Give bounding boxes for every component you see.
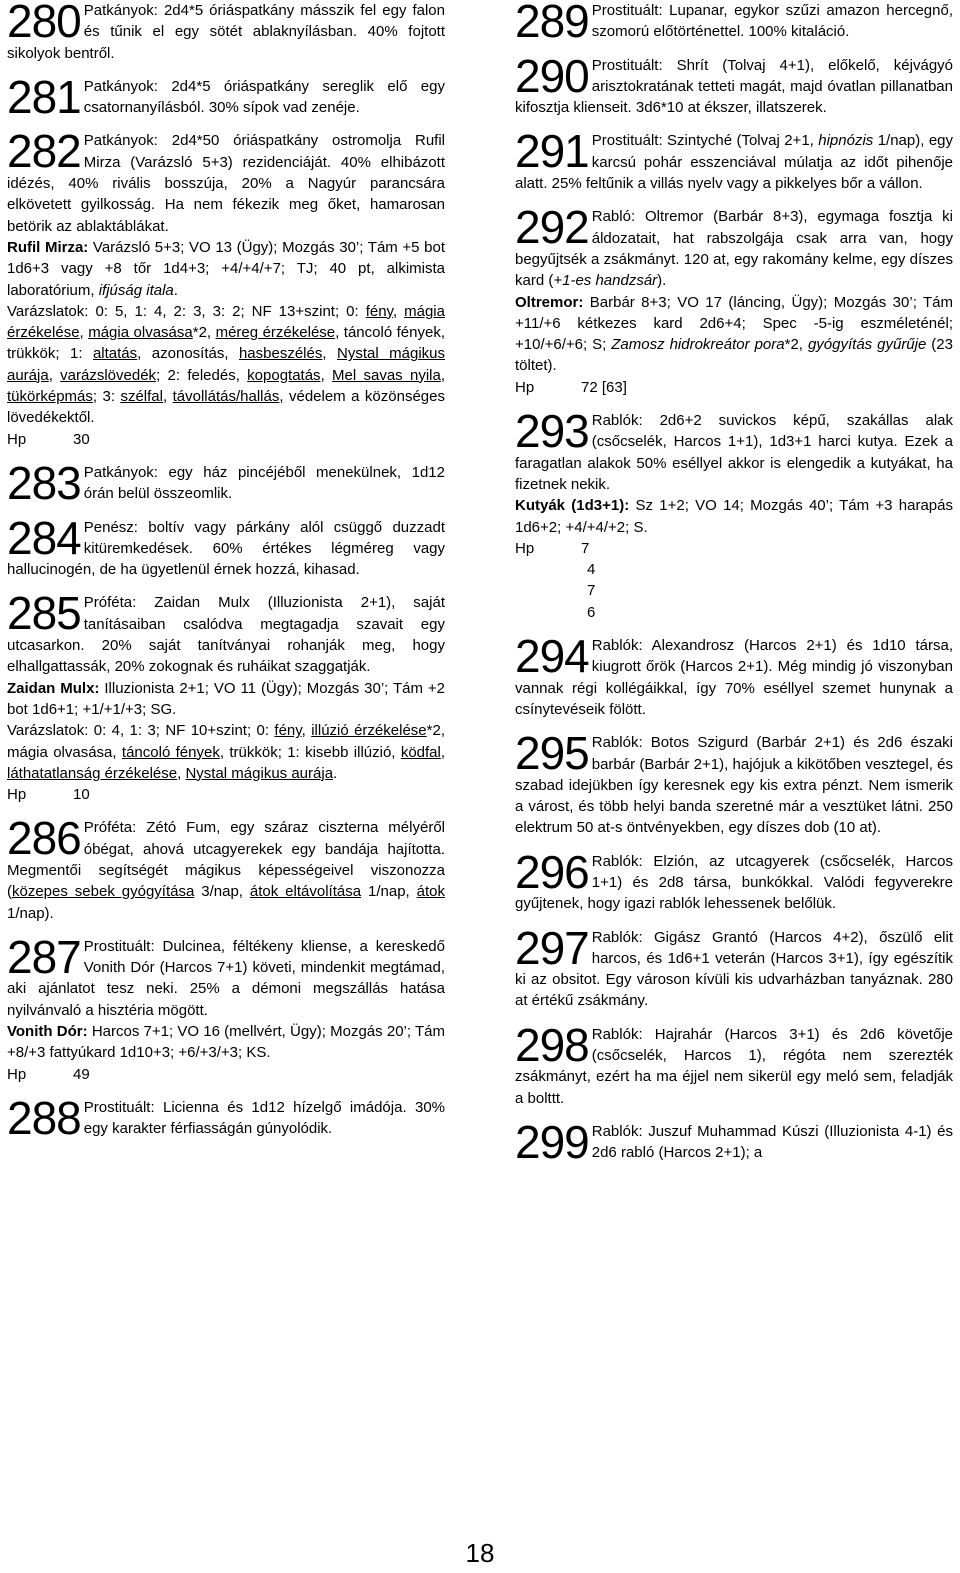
- entry-text: Rablók: 2d6+2 suvickos képű, szakállas alak (csőcselék, Harcos 1+1), 1d3+1 harci kutya. Ezek a faragatlan alakok 50% eséllyel akkor is elengedik a kutyákat, ha fizetnek nekik.: [515, 412, 953, 493]
- spell-link[interactable]: tükörképmás: [7, 388, 93, 406]
- entry-281: [7, 70, 445, 123]
- item-name: +1-es handzsár: [553, 272, 658, 290]
- hp-label: Hp: [7, 430, 27, 448]
- entry-number: 294: [515, 630, 589, 683]
- entry-number: 283: [7, 456, 81, 509]
- entry-text: Patkányok: 2d4*5 óriáspatkány sereglik elő egy csatornanyílásból. 30% sípok vad zenéje.: [83, 77, 445, 117]
- entry-288: [7, 1091, 445, 1144]
- right-column: [515, 0, 953, 1176]
- spell-link[interactable]: szélfal: [120, 388, 163, 406]
- entry-286: [7, 812, 445, 923]
- entry-text: Patkányok: egy ház pincéjéből menekülnek, 1d12 órán belül összeomlik.: [83, 463, 445, 503]
- entry-292: [515, 201, 953, 398]
- hp-label: Hp: [515, 378, 535, 396]
- entry-number: 281: [7, 70, 81, 123]
- entry-280: [7, 0, 445, 64]
- entry-296: [515, 845, 953, 915]
- entry-297: [515, 921, 953, 1012]
- entry-number: 285: [7, 587, 81, 640]
- spell-link[interactable]: kopogtatás: [247, 366, 321, 384]
- entry-295: [515, 727, 953, 838]
- hp-value: 4: [587, 561, 596, 579]
- hit-points: [7, 1064, 445, 1085]
- entry-number: 298: [515, 1018, 589, 1071]
- entry-number: 282: [7, 125, 81, 178]
- spell-list: Varázslatok: 0: 4, 1: 3; NF 10+szint; 0: fény, illúzió érzékelése*2, mágia olvasása, táncoló fények, trükkök; 1: kisebb illúzió, ködfal, láthatatlanság érzékelése, Nystal mágikus aurája.: [7, 722, 446, 782]
- entry-291: [515, 125, 953, 194]
- spell-text: .: [333, 764, 338, 782]
- spell-link[interactable]: távollátás/hallás: [172, 388, 280, 406]
- hp-value: 7: [587, 582, 596, 600]
- entry-text: Prostituált: Lupanar, egykor szűzi amazon hercegnő, szomorú előtörténettel. 100% kitaláció.: [591, 2, 953, 41]
- stat-name: Kutyák (1d3+1):: [515, 497, 630, 515]
- spell-text: ; 2: feledés,: [156, 366, 248, 384]
- entry-text-part: Rabló: Oltremor (Barbár 8+3), egymaga fosztja ki áldozatait, hat rabszolgája csak arra van, hogy begyűjtsék a zsákmányt. 120 at, egy rakomány kelme, egy díszes kard (: [515, 208, 953, 290]
- entry-number: 280: [7, 0, 81, 47]
- stat-text: Harcos 7+1; VO 16 (mellvért, Ügy); Mozgás 20’; Tám +8/+3 fattyúkard 1d10+3; +6/+3/+3; KS.: [7, 1023, 445, 1062]
- entry-text-part: Prostituált: Szintyché (Tolvaj 2+1,: [591, 132, 819, 150]
- entry-number: 299: [515, 1115, 589, 1168]
- entry-text: Rablók: Juszuf Muhammad Kúszi (Illuzionista 4-1) és 2d6 rabló (Harcos 2+1); a: [591, 1122, 953, 1162]
- hit-points: [7, 429, 445, 450]
- spell-link[interactable]: varázslövedék: [60, 366, 157, 384]
- spell-link[interactable]: hasbeszélés: [238, 345, 323, 363]
- hp-value: 10: [73, 786, 90, 804]
- spell-list: Varázslatok: 0: 5, 1: 4, 2: 3, 3: 2; NF 13+szint; 0: fény, mágia érzékelése, mágia olvasása*2, méreg érzékelése, táncoló fények, trükkök; 1: altatás, azonosítás, hasbeszélés, Nystal mágikus aurája, varázslövedék; 2: feledés, kopogtatás, Mel savas nyila, tükörképmás; 3: szélfal, távollátás/hallás, védelem a közönséges lövedékektől.: [7, 302, 446, 427]
- hp-value: 30: [73, 430, 90, 448]
- hp-value: 49: [73, 1065, 90, 1083]
- entry-number: 286: [7, 812, 81, 865]
- stat-text: *2,: [784, 336, 808, 354]
- hp-value: 72 [63]: [581, 378, 627, 396]
- left-column: [7, 0, 445, 1152]
- item-name: Zamosz hidrokreátor pora: [611, 336, 785, 354]
- entry-text-part: 1/nap), egy karcsú pohár esszenciával múlatja az időt pihenője alatt. 25% feltűnik a villás nyelv vagy a pikkelyes bőr a vállon.: [515, 132, 953, 193]
- entry-number: 289: [515, 0, 589, 47]
- spell-link[interactable]: fény: [365, 302, 393, 320]
- entry-text: Próféta: Zaidan Mulx (Illuzionista 2+1), saját tanításaiban csalódva megtagadja szavait egy utcasarkon. 20% saját tanítványai rohanják meg, hogy elhallgattassák, 20% zokognak és ruháikat szaggatják.: [7, 594, 445, 676]
- entry-293: [515, 405, 953, 623]
- hp-label: Hp: [7, 786, 27, 804]
- entry-text-part: Próféta: Zétó Fum, egy száraz ciszterna mélyéről óbégat, ahová utcagyerekek egy bandája hajította. Megmentői segítségét mágikus képességeivel viszonozza (: [7, 819, 445, 901]
- entry-text-part: 1/nap,: [361, 883, 417, 901]
- spell-text: , táncoló fények, trükkök; 1:: [7, 324, 446, 363]
- spell-link[interactable]: átok eltávolítása: [249, 883, 362, 901]
- entry-number: 284: [7, 511, 81, 564]
- entry-285: [7, 587, 446, 805]
- spell-link[interactable]: ködfal: [400, 743, 441, 761]
- hp-label: Hp: [515, 539, 535, 557]
- stat-block: [515, 292, 953, 377]
- entry-text: Rablók: Gigász Grantó (Harcos 4+2), őszülő elit harcos, és 1d6+1 veterán (Harcos 3+1), így egészítik ki az obsitot. Egy városon kívüli kis udvarházban tanyáznak. 280 at értékű zsákmány.: [515, 928, 953, 1010]
- entry-text: Prostituált: Dulcinea, féltékeny kliense, a kereskedő Vonith Dór (Harcos 7+1) követi, mindenkit megtámad, aki ajánlatot tesz neki. 25% a démoni megszállás hatása nyilvánvaló a hisztéria mögött.: [7, 937, 445, 1019]
- spell-link[interactable]: láthatatlanság érzékelése: [7, 764, 178, 782]
- entry-text: Patkányok: 2d4*50 óriáspatkány ostromolja Rufil Mirza (Varázsló 5+3) rezidenciáját. 40% elhibázott idézés, 40% rivális bosszúja, 20% a Nagyúr parancsára elkövetett gyilkosság. Ha nem fékezik meg őket, hamarosan betörik az ablaktáblákat.: [7, 132, 445, 235]
- hp-value: 6: [587, 603, 596, 621]
- stat-block: [7, 1021, 445, 1064]
- spell-link[interactable]: mágia olvasása: [88, 324, 193, 342]
- stat-text: Varázsló 5+3; VO 13 (Ügy); Mozgás 30’; Tám +5 bot 1d6+3 vagy +8 tőr 1d4+3; +4/+4/+7; TJ; 40 pt, alkimista laboratórium,: [7, 238, 445, 299]
- spell-text: , trükkök; 1: kisebb illúzió,: [219, 743, 401, 761]
- spell-link[interactable]: méreg érzékelése: [215, 324, 336, 342]
- hp-value: 7: [581, 539, 590, 557]
- spell-intro: Varázslatok: 0: 5, 1: 4, 2: 3, 3: 2; NF 13+szint; 0:: [7, 302, 366, 320]
- entry-298: [515, 1018, 953, 1109]
- entry-text: Penész: boltív vagy párkány alól csüggő duzzadt kitüremkedések. 60% értékes légméreg vagy hallucinogén, de ha ügyetlenül érnek hozzá, kihasad.: [7, 518, 445, 579]
- entry-299: [515, 1115, 953, 1168]
- entry-number: 290: [515, 49, 589, 102]
- stat-block: [515, 495, 953, 538]
- spell-link[interactable]: közepes sebek gyógyítása: [12, 883, 195, 901]
- entry-number: 296: [515, 845, 589, 898]
- entry-text: Rablók: Elzión, az utcagyerek (csőcselék, Harcos 1+1) és 2d8 társa, bunkókkal. Valódi fegyverekre gyűjtenek, hogy igazi rablók lehessenek belőlük.: [515, 852, 953, 913]
- stat-name: Rufil Mirza:: [7, 238, 89, 256]
- stat-text: Barbár 8+3; VO 17 (láncing, Ügy); Mozgás 30’; Tám +11/+6 kétkezes kard 2d6+4; Spec -5-ig eszméleténél; +10/+6/+6; S;: [515, 293, 953, 354]
- entry-text: Patkányok: 2d4*5 óriáspatkány másszik fel egy falon és tűnik el egy sötét ablaknyílásban. 40% fojtott sikolyok bentről.: [7, 2, 445, 62]
- entry-number: 297: [515, 921, 589, 974]
- entry-number: 295: [515, 727, 589, 780]
- stat-name: Oltremor:: [515, 293, 584, 311]
- hp-label: Hp: [7, 1065, 27, 1083]
- spell-text: *2, mágia olvasása,: [7, 722, 445, 761]
- page-number: 18: [465, 1538, 495, 1568]
- stat-block: [7, 678, 445, 721]
- spell-link[interactable]: Nystal mágikus aurája: [185, 764, 334, 782]
- spell-text: , védelem a közönséges lövedékektől.: [7, 388, 445, 427]
- stat-item: ifjúság itala: [98, 281, 174, 299]
- stat-text: Sz 1+2; VO 14; Mozgás 40’; Tám +3 harapás 1d6+2; +4/+4/+2; S.: [515, 497, 953, 536]
- entry-283: [7, 456, 445, 509]
- entry-number: 292: [515, 201, 589, 254]
- stat-text: (23 töltet).: [515, 336, 953, 375]
- spell-link[interactable]: mágia érzékelése: [7, 302, 445, 342]
- spell-intro: Varázslatok: 0: 4, 1: 3; NF 10+szint; 0:: [7, 722, 275, 740]
- entry-287: [7, 930, 445, 1085]
- entry-289: [515, 0, 953, 47]
- hit-points: [7, 784, 445, 805]
- entry-text: Rablók: Hajrahár (Harcos 3+1) és 2d6 követője (csőcselék, Harcos 1), régóta nem szerezték zsákmányt, ezért ha ma éjjel nem sikerül egy meló sem, feladják a bolttt.: [515, 1025, 953, 1107]
- item-name: gyógyítás gyűrűje: [807, 336, 927, 354]
- stat-name: Vonith Dór:: [7, 1023, 88, 1041]
- stat-block: [7, 237, 445, 301]
- entry-text: Rablók: Alexandrosz (Harcos 2+1) és 1d10 társa, kiugrott őrök (Harcos 2+1). Még mindig jó viszonyban vannak régi kollégáikkal, így 70% eséllyel szemet hunynak a csínytevéseik fölött.: [515, 637, 953, 718]
- spell-text: ; 3:: [92, 388, 121, 406]
- spell-link[interactable]: táncoló fények: [121, 743, 220, 761]
- spell-link[interactable]: altatás: [92, 345, 138, 363]
- spell-link[interactable]: Mel savas nyila: [332, 366, 441, 384]
- entry-number: 293: [515, 405, 589, 458]
- entry-290: [515, 49, 953, 119]
- entry-text: Rablók: Botos Szigurd (Barbár 2+1) és 2d6 északi barbár (Barbár 2+1), hajójuk a kikötőben vesztegel, és szabad idejükben így keresnek egy kis extra pénzt. Nem ismerik a várost, és több helyi banda szeretné már a vesztüket látni. 250 elektrum 50 at-s öntvényekben, egy díszes dob (10 at).: [515, 734, 953, 837]
- entry-number: 291: [515, 125, 589, 178]
- spell-text: , azonosítás,: [137, 345, 239, 363]
- spell-link[interactable]: Nystal mágikus aurája: [7, 345, 445, 384]
- entry-text: Prostituált: Licienna és 1d12 hízelgő imádója. 30% egy karakter férfiasságán gúnyolódik.: [83, 1098, 445, 1138]
- entry-text-part: ).: [657, 272, 667, 290]
- entry-text-part: 1/nap).: [7, 904, 54, 922]
- entry-text-part: 3/nap,: [194, 883, 250, 901]
- entry-284: [7, 511, 445, 581]
- hit-points: [515, 538, 953, 559]
- spell-link[interactable]: illúzió érzékelése: [311, 722, 427, 740]
- stat-end: .: [173, 281, 178, 299]
- entry-text: Prostituált: Shrít (Tolvaj 4+1), előkelő, kéjvágyó arisztokratának tetteti magát, majd óvatlan pillanatban kifosztja klienseit. 3d6*10 at ékszer, illatszerek.: [515, 56, 953, 117]
- stat-name: Zaidan Mulx:: [7, 679, 100, 697]
- stat-text: Illuzionista 2+1; VO 11 (Ügy); Mozgás 30’; Tám +2 bot 1d6+1; +1/+1/+3; SG.: [7, 679, 445, 718]
- entry-number: 288: [7, 1091, 81, 1144]
- spell-link[interactable]: átok: [416, 883, 445, 901]
- entry-282: [7, 125, 446, 449]
- entry-294: [515, 630, 953, 720]
- entry-number: 287: [7, 930, 81, 983]
- ability-name: hipnózis: [818, 132, 874, 150]
- spell-link[interactable]: fény: [274, 722, 302, 740]
- hit-points: [515, 377, 953, 398]
